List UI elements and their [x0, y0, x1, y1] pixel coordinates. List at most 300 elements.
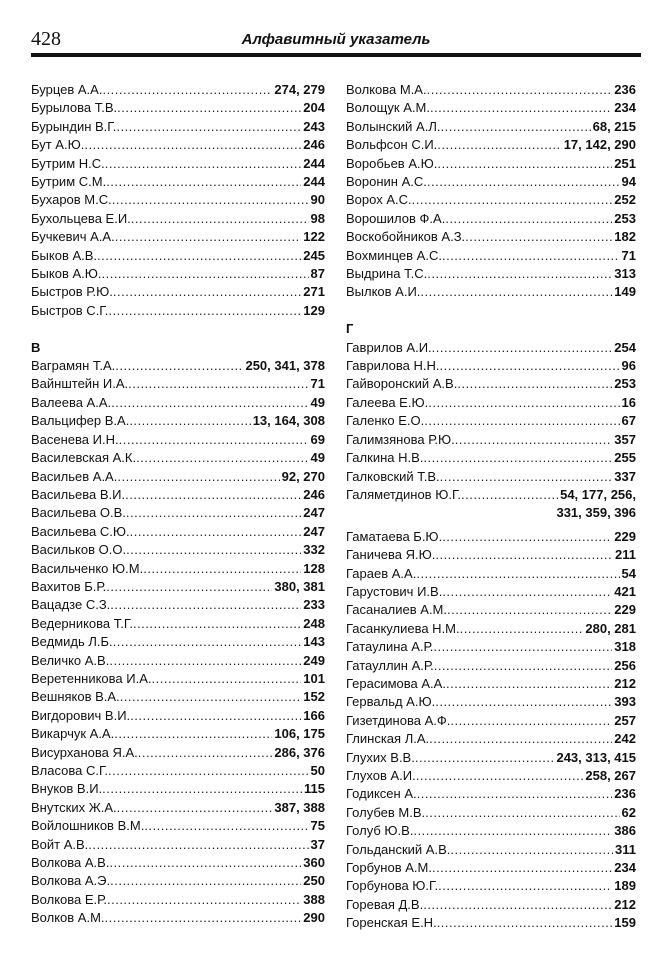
entry-pages: 421 [614, 583, 636, 599]
leader-dots [416, 565, 619, 583]
index-entry [346, 601, 636, 619]
entry-name: Власова С.Г. [31, 763, 109, 779]
index-entry [346, 99, 636, 117]
entry-name: Воскобойников А.З. [346, 229, 466, 245]
index-entry [31, 596, 325, 614]
entry-pages: 128 [303, 560, 325, 576]
leader-dots [84, 136, 301, 154]
index-entry [31, 836, 325, 854]
entry-name: Ворох А.С. [346, 192, 412, 208]
leader-dots [130, 523, 302, 541]
index-entry [31, 247, 325, 265]
entry-name: Гатауллин А.Р. [346, 657, 434, 673]
leader-dots [101, 265, 308, 283]
leader-dots [138, 744, 273, 762]
leader-dots [433, 638, 612, 656]
entry-pages: 182 [614, 229, 636, 245]
leader-dots [110, 596, 301, 614]
index-entry [31, 633, 325, 651]
entry-name: Бухаров М.С. [31, 192, 112, 208]
entry-pages: 280, 281 [585, 620, 636, 636]
index-entry [31, 265, 325, 283]
index-entry [31, 725, 325, 743]
index-entry [346, 394, 636, 412]
index-entry [346, 657, 636, 675]
entry-pages: 242 [614, 731, 636, 747]
index-entry [346, 118, 636, 136]
index-entry [31, 652, 325, 670]
entry-pages: 68, 215 [592, 118, 636, 134]
index-entry [31, 523, 325, 541]
index-entry [346, 528, 636, 546]
entry-name: Горбунова Ю.Г. [346, 878, 439, 894]
leader-dots [113, 633, 302, 651]
entry-pages: 98 [310, 210, 325, 226]
entry-pages: 245 [303, 247, 325, 263]
index-entry [31, 412, 325, 430]
entry-name: Васильева С.Ю. [31, 523, 130, 539]
leader-dots [413, 822, 612, 840]
leader-dots [415, 749, 555, 767]
entry-pages: 250 [303, 873, 325, 889]
index-entry [346, 339, 636, 357]
index-entry [346, 468, 636, 486]
leader-dots [126, 541, 301, 559]
leader-dots [425, 804, 619, 822]
entry-name: Годиксен А. [346, 786, 417, 802]
entry-name: Гольданский А.В. [346, 841, 451, 857]
entry-pages: 253 [614, 210, 636, 226]
entry-name: Волков А.М. [31, 910, 105, 926]
index-entry [31, 504, 325, 522]
index-entry [31, 780, 325, 798]
index-entry [31, 283, 325, 301]
entry-pages: 96 [621, 358, 636, 374]
entry-name: Волощук А.М. [346, 100, 430, 116]
entry-pages: 313 [614, 266, 636, 282]
index-entry [346, 228, 636, 246]
index-entry [31, 228, 325, 246]
index-entry [346, 431, 636, 449]
entry-name: Василевская А.К. [31, 450, 137, 466]
index-entry [346, 375, 636, 393]
entry-name: Быков А.Ю. [31, 266, 102, 282]
leader-dots [112, 191, 309, 209]
entry-name: Глухов А.И. [346, 768, 416, 784]
leader-dots [447, 601, 612, 619]
leader-dots [440, 357, 620, 375]
entry-name: Величко А.В. [31, 652, 110, 668]
entry-pages: 357 [614, 431, 636, 447]
entry-name: Вешняков В.А. [31, 689, 120, 705]
leader-dots [119, 431, 309, 449]
entry-pages: 236 [614, 82, 636, 97]
index-entry [31, 375, 325, 393]
index-entry [31, 99, 325, 117]
leader-dots [105, 155, 302, 173]
page-header [31, 30, 641, 52]
leader-dots [432, 859, 612, 877]
entry-pages: 388 [303, 891, 325, 907]
entry-pages: 212 [614, 896, 636, 912]
entry-pages: 13, 164, 308 [252, 413, 325, 429]
entry-pages: 211 [615, 547, 636, 563]
entry-pages: 122 [303, 229, 325, 245]
section-letter: Г [346, 321, 354, 337]
leader-dots [442, 528, 612, 546]
section-letter: В [31, 339, 41, 355]
entry-group-section-right-b [346, 528, 636, 933]
index-entry [31, 449, 325, 467]
entry-name: Волкова А.Э. [31, 873, 111, 889]
index-entry [31, 431, 325, 449]
entry-pages: 189 [614, 878, 636, 894]
leader-dots [106, 173, 301, 191]
leader-dots [412, 191, 613, 209]
entry-pages: 254 [614, 339, 636, 355]
entry-pages: 255 [614, 450, 636, 466]
index-entry [31, 155, 325, 173]
index-entry [346, 804, 636, 822]
leader-dots [437, 155, 612, 173]
index-entry [31, 817, 325, 835]
leader-dots [440, 118, 590, 136]
entry-pages-continuation: 331, 359, 396 [556, 505, 636, 521]
entry-name: Гаврилов А.И. [346, 339, 432, 355]
entry-name: Волкова А.В. [31, 855, 110, 871]
index-entry [346, 486, 636, 504]
entry-name: Галенко Е.О. [346, 413, 425, 429]
leader-dots [435, 693, 612, 711]
entry-name: Викарчук А.А. [31, 726, 115, 742]
index-entry [346, 412, 636, 430]
entry-pages: 87 [310, 266, 325, 282]
leader-dots [152, 670, 302, 688]
index-entry [346, 620, 636, 638]
entry-pages: 258, 267 [585, 768, 636, 784]
index-column-left [31, 81, 325, 928]
index-entry [346, 841, 636, 859]
header-rule [31, 53, 641, 57]
entry-name: Вигдорович В.И. [31, 707, 131, 723]
entry-pages: 37 [310, 836, 325, 852]
entry-name: Галяметдинов Ю.Г. [346, 486, 462, 502]
leader-dots [423, 896, 612, 914]
entry-name: Гаврилова Н.Н. [346, 358, 440, 374]
entry-name: Васенева И.Н. [31, 431, 119, 447]
leader-dots [110, 872, 301, 890]
entry-pages: 256 [614, 657, 636, 673]
entry-name: Вахитов Б.Р. [31, 578, 107, 594]
entry-pages: 252 [614, 192, 636, 208]
entry-name: Гарустович И.В. [346, 583, 443, 599]
entry-name: Глинская Л.А. [346, 731, 430, 747]
index-entry [31, 707, 325, 725]
entry-name: Волкова М.А. [346, 82, 427, 97]
entry-name: Вацадзе С.З. [31, 597, 111, 613]
index-entry [31, 578, 325, 596]
leader-dots [107, 891, 301, 909]
leader-dots [143, 560, 301, 578]
entry-name: Бутрим Н.С. [31, 155, 105, 171]
index-entry [346, 896, 636, 914]
entry-pages: 129 [303, 302, 325, 318]
entry-name: Галимзянова Р.Ю. [346, 431, 455, 447]
index-entry [346, 767, 636, 785]
entry-name: Горенская Е.Н. [346, 915, 437, 931]
entry-pages: 248 [303, 615, 325, 631]
entry-pages: 246 [303, 486, 325, 502]
entry-pages: 247 [303, 523, 325, 539]
leader-dots [126, 504, 301, 522]
leader-dots [129, 412, 250, 430]
entry-name: Гасаналиев А.М. [346, 602, 447, 618]
entry-name: Быстров С.Г. [31, 302, 109, 318]
leader-dots [420, 283, 612, 301]
leader-dots [111, 394, 308, 412]
entry-name: Гараев А.А. [346, 565, 417, 581]
index-entry [346, 877, 636, 895]
entry-pages: 229 [614, 602, 636, 618]
leader-dots [417, 785, 613, 803]
entry-name: Бут А.Ю. [31, 137, 85, 153]
entry-name: Вылков А.И. [346, 284, 421, 300]
entry-pages: 71 [621, 247, 636, 263]
entry-pages: 244 [303, 174, 325, 190]
leader-dots [109, 652, 301, 670]
leader-dots [442, 247, 620, 265]
entry-name: Быков А.В. [31, 247, 98, 263]
leader-dots [416, 767, 584, 785]
leader-dots [120, 688, 302, 706]
entry-pages: 250, 341, 378 [245, 358, 325, 374]
index-entry [31, 688, 325, 706]
entry-name: Вольфсон С.И. [346, 137, 438, 153]
index-entry [31, 762, 325, 780]
entry-pages: 229 [614, 528, 636, 544]
page-number: 428 [31, 28, 61, 50]
entry-name: Быстров Р.Ю. [31, 284, 113, 300]
entry-name: Волкова Е.Р. [31, 891, 107, 907]
index-entry [31, 173, 325, 191]
entry-pages: 251 [614, 155, 636, 171]
index-entry [31, 854, 325, 872]
leader-dots [106, 578, 272, 596]
entry-pages: 236 [614, 786, 636, 802]
leader-dots [131, 210, 309, 228]
entry-pages: 246 [303, 137, 325, 153]
leader-dots [144, 817, 308, 835]
leader-dots [427, 173, 620, 191]
leader-dots [102, 780, 302, 798]
entry-group-section-left [31, 357, 325, 928]
index-entry [31, 302, 325, 320]
index-entry [31, 486, 325, 504]
entry-pages: 332 [303, 542, 325, 558]
index-entry [31, 560, 325, 578]
entry-pages: 274, 279 [274, 82, 325, 97]
entry-name: Волынский А.Л. [346, 118, 441, 134]
index-entry [346, 449, 636, 467]
leader-dots [440, 468, 613, 486]
leader-dots [115, 357, 243, 375]
index-entry [346, 210, 636, 228]
entry-pages: 94 [621, 174, 636, 190]
section-gap [346, 302, 636, 320]
entry-pages: 50 [310, 763, 325, 779]
entry-name: Войлошников В.М. [31, 818, 145, 834]
index-entry [31, 615, 325, 633]
index-entry [346, 914, 636, 932]
index-entry [31, 210, 325, 228]
leader-dots [430, 99, 612, 117]
index-entry [346, 693, 636, 711]
entry-name: Галеева Е.Ю. [346, 394, 429, 410]
entry-name: Васильченко Ю.М. [31, 560, 144, 576]
leader-dots [461, 486, 558, 504]
entry-pages: 49 [310, 394, 325, 410]
index-entry [31, 394, 325, 412]
index-entry [31, 799, 325, 817]
index-entry [346, 822, 636, 840]
leader-dots [437, 914, 613, 932]
entry-group-top-left [31, 81, 325, 320]
leader-dots [438, 877, 612, 895]
entry-name: Голубев М.В. [346, 804, 426, 820]
leader-dots [442, 583, 612, 601]
index-entry [346, 749, 636, 767]
index-entry [346, 283, 636, 301]
index-entry [31, 468, 325, 486]
section-gap [31, 320, 325, 338]
leader-dots [114, 725, 272, 743]
entry-pages: 54, 177, 256, [560, 486, 636, 502]
entry-pages: 49 [310, 450, 325, 466]
leader-dots [437, 136, 561, 154]
entry-pages: 143 [303, 634, 325, 650]
entry-name: Ганичева Я.Ю. [346, 547, 436, 563]
leader-dots [446, 675, 612, 693]
entry-name: Бурцев А.А. [31, 82, 103, 97]
leader-dots [432, 339, 613, 357]
entry-name: Гасанкулиева Н.М. [346, 620, 460, 636]
entry-name: Васильева О.В. [31, 505, 126, 521]
entry-name: Гатаулина А.Р. [346, 639, 434, 655]
index-entry [346, 859, 636, 877]
index-entry [346, 357, 636, 375]
leader-dots [108, 302, 301, 320]
entry-pages: 71 [310, 376, 325, 392]
index-entry [31, 909, 325, 927]
index-entry [31, 191, 325, 209]
index-entry [31, 81, 325, 99]
leader-dots [116, 118, 301, 136]
entry-name: Бучкевич А.А. [31, 229, 115, 245]
entry-pages: 166 [303, 707, 325, 723]
entry-name: Ваграмян Т.А. [31, 358, 116, 374]
leader-dots [105, 909, 302, 927]
entry-name: Горбунов А.М. [346, 860, 432, 876]
entry-pages: 386 [614, 823, 636, 839]
entry-name: Воронин А.С. [346, 174, 427, 190]
leader-dots [465, 228, 612, 246]
entry-name: Горевая Д.В. [346, 896, 424, 912]
leader-dots [429, 730, 612, 748]
entry-pages: 244 [303, 155, 325, 171]
entry-pages: 257 [614, 712, 636, 728]
index-entry [346, 638, 636, 656]
entry-pages: 17, 142, 290 [563, 137, 636, 153]
entry-pages: 67 [621, 413, 636, 429]
index-entry [346, 247, 636, 265]
entry-group-top-right [346, 81, 636, 302]
entry-pages: 54 [621, 565, 636, 581]
entry-name: Гаматаева Б.Ю. [346, 528, 443, 544]
entry-pages: 387, 388 [274, 799, 325, 815]
leader-dots [455, 431, 613, 449]
index-column-right [346, 81, 636, 933]
entry-pages: 234 [614, 100, 636, 116]
leader-dots [133, 615, 301, 633]
entry-name: Внуков В.И. [31, 781, 103, 797]
entry-pages: 234 [614, 860, 636, 876]
entry-pages: 243, 313, 415 [556, 749, 636, 765]
entry-pages: 271 [303, 284, 325, 300]
leader-dots [97, 247, 301, 265]
leader-dots [450, 712, 612, 730]
entry-pages: 159 [614, 915, 636, 931]
entry-name: Вайнштейн И.А. [31, 376, 129, 392]
entry-name: Галкина Н.В. [346, 450, 424, 466]
entry-name: Бурындин В.Г. [31, 118, 117, 134]
entry-name: Ведерникова Т.Г. [31, 615, 133, 631]
entry-pages: 290 [303, 910, 325, 926]
entry-pages: 318 [614, 639, 636, 655]
index-entry [346, 565, 636, 583]
index-entry [346, 583, 636, 601]
entry-pages: 393 [614, 694, 636, 710]
index-entry [346, 675, 636, 693]
index-entry [346, 785, 636, 803]
leader-dots [450, 841, 613, 859]
entry-pages: 360 [303, 855, 325, 871]
leader-dots [424, 412, 619, 430]
index-entry [31, 136, 325, 154]
running-title: Алфавитный указатель [241, 31, 431, 48]
leader-dots [102, 81, 272, 99]
entry-name: Глухих В.В. [346, 749, 415, 765]
leader-dots [117, 99, 301, 117]
leader-dots [435, 546, 613, 564]
entry-pages: 311 [615, 841, 636, 857]
leader-dots [457, 375, 612, 393]
entry-pages: 286, 376 [274, 744, 325, 760]
index-entry [31, 541, 325, 559]
leader-dots [427, 81, 613, 99]
entry-pages: 212 [614, 675, 636, 691]
entry-name: Ведмидь Л.Б. [31, 634, 113, 650]
leader-dots [113, 283, 301, 301]
entry-name: Васильева В.И. [31, 486, 126, 502]
leader-dots [125, 486, 301, 504]
index-entry [346, 81, 636, 99]
entry-pages: 115 [304, 781, 325, 797]
entry-pages: 149 [614, 284, 636, 300]
entry-name: Васильев А.А. [31, 468, 118, 484]
leader-dots [130, 707, 301, 725]
entry-pages: 92, 270 [281, 468, 325, 484]
entry-pages: 75 [310, 818, 325, 834]
